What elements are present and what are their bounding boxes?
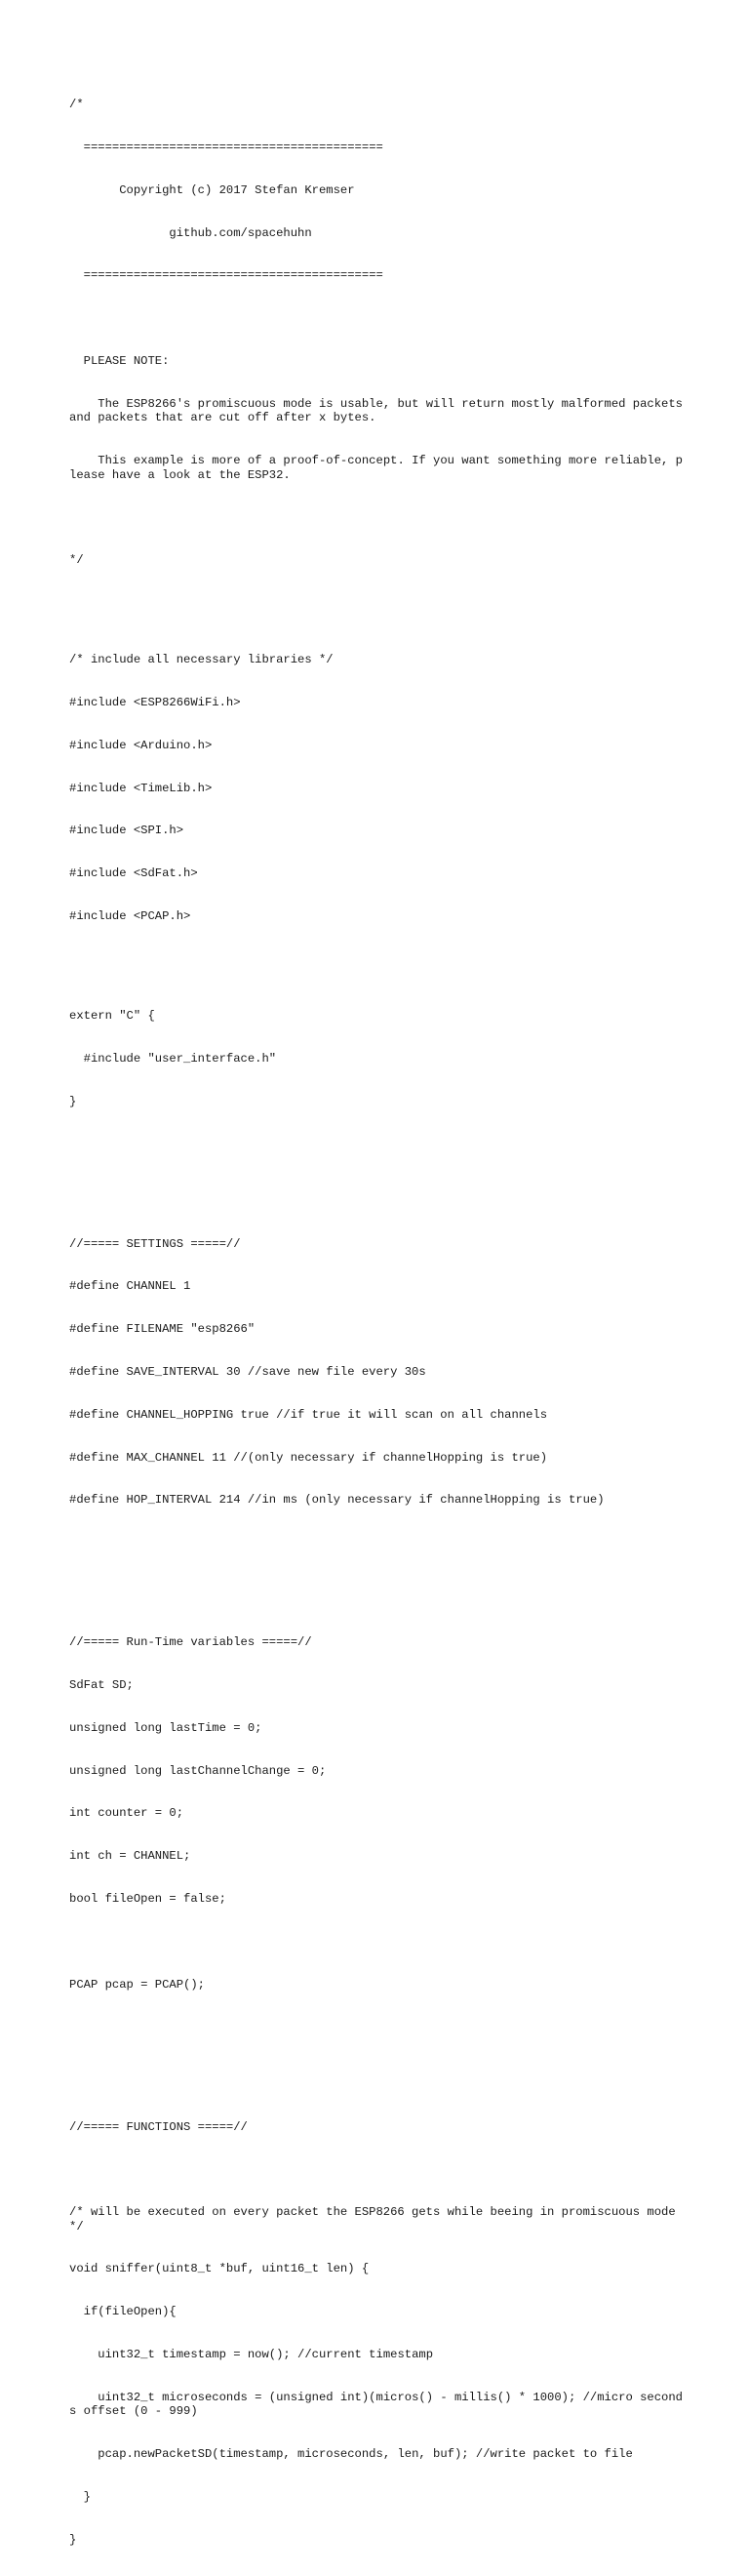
pcap-declaration: PCAP pcap = PCAP();	[69, 1977, 205, 1992]
blank-line	[69, 596, 684, 611]
extern-open: extern "C" {	[69, 1009, 155, 1024]
define-line: #define CHANNEL 1	[69, 1279, 191, 1294]
extern-close: }	[69, 1094, 77, 1108]
function-line: uint32_t microseconds = (unsigned int)(micros() - millis() * 1000); //micro seconds offset (0 - 999)	[69, 2390, 683, 2419]
runtime-header: //===== Run-Time variables =====//	[69, 1635, 312, 1650]
note-paragraph-2: This example is more of a proof-of-concept. If you want something more reliable, please have a look at the ESP32.	[69, 454, 683, 482]
define-line: #define SAVE_INTERVAL 30 //save new file every 30s	[69, 1365, 426, 1380]
comment-open: /*	[69, 98, 84, 112]
blank-line	[69, 311, 684, 326]
comment-close: */	[69, 553, 84, 568]
includes-comment: /* include all necessary libraries */	[69, 653, 334, 667]
note-title: PLEASE NOTE:	[69, 353, 170, 368]
functions-header: //===== FUNCTIONS =====//	[69, 2119, 248, 2134]
settings-header: //===== SETTINGS =====//	[69, 1236, 241, 1251]
blank-line	[69, 2063, 684, 2077]
comment-rule-bottom: ==========================================	[69, 268, 383, 283]
blank-line	[69, 1935, 684, 1950]
include-line: #include <ESP8266WiFi.h>	[69, 696, 241, 710]
variable-line: unsigned long lastTime = 0;	[69, 1720, 262, 1735]
function-line: void sniffer(uint8_t *buf, uint16_t len) {	[69, 2262, 370, 2276]
blank-line	[69, 2020, 684, 2034]
function-line: }	[69, 2489, 91, 2504]
extern-include: #include "user_interface.h"	[69, 1051, 277, 1066]
include-line: #include <PCAP.h>	[69, 909, 191, 924]
variable-line: SdFat SD;	[69, 1678, 134, 1693]
function-line: pcap.newPacketSD(timestamp, microseconds, len, buf); //write packet to file	[69, 2447, 633, 2462]
include-line: #include <SPI.h>	[69, 824, 184, 838]
github-url: github.com/spacehuhn	[69, 225, 312, 240]
include-line: #include <TimeLib.h>	[69, 781, 213, 795]
include-line: #include <Arduino.h>	[69, 738, 213, 752]
blank-line	[69, 1180, 684, 1194]
blank-line	[69, 1536, 684, 1550]
define-line: #define FILENAME "esp8266"	[69, 1322, 256, 1337]
blank-line	[69, 510, 684, 525]
variable-line: unsigned long lastChannelChange = 0;	[69, 1763, 327, 1778]
include-line: #include <SdFat.h>	[69, 866, 198, 881]
variable-line: int counter = 0;	[69, 1806, 184, 1821]
variable-line: bool fileOpen = false;	[69, 1892, 226, 1906]
note-paragraph-1: The ESP8266's promiscuous mode is usable, but will return mostly malformed packets and packets that are cut off after x bytes.	[69, 396, 690, 425]
sniffer-comment: /* will be executed on every packet the ESP8266 gets while beeing in promiscuous mode */	[69, 2205, 683, 2234]
blank-line	[69, 952, 684, 967]
variable-line: int ch = CHANNEL;	[69, 1849, 191, 1864]
code-listing	[69, 69, 690, 2576]
blank-line	[69, 1138, 684, 1152]
blank-line	[69, 1579, 684, 1593]
function-line: if(fileOpen){	[69, 2305, 177, 2319]
blank-line	[69, 2162, 684, 2177]
define-line: #define HOP_INTERVAL 214 //in ms (only necessary if channelHopping is true)	[69, 1493, 605, 1508]
function-line: uint32_t timestamp = now(); //current timestamp	[69, 2348, 434, 2361]
copyright-line: Copyright (c) 2017 Stefan Kremser	[69, 182, 355, 197]
function-line: }	[69, 2532, 77, 2547]
define-line: #define MAX_CHANNEL 11 //(only necessary if channelHopping is true)	[69, 1450, 548, 1465]
comment-rule-top: ==========================================	[69, 140, 383, 154]
define-line: #define CHANNEL_HOPPING true //if true it will scan on all channels	[69, 1407, 548, 1422]
